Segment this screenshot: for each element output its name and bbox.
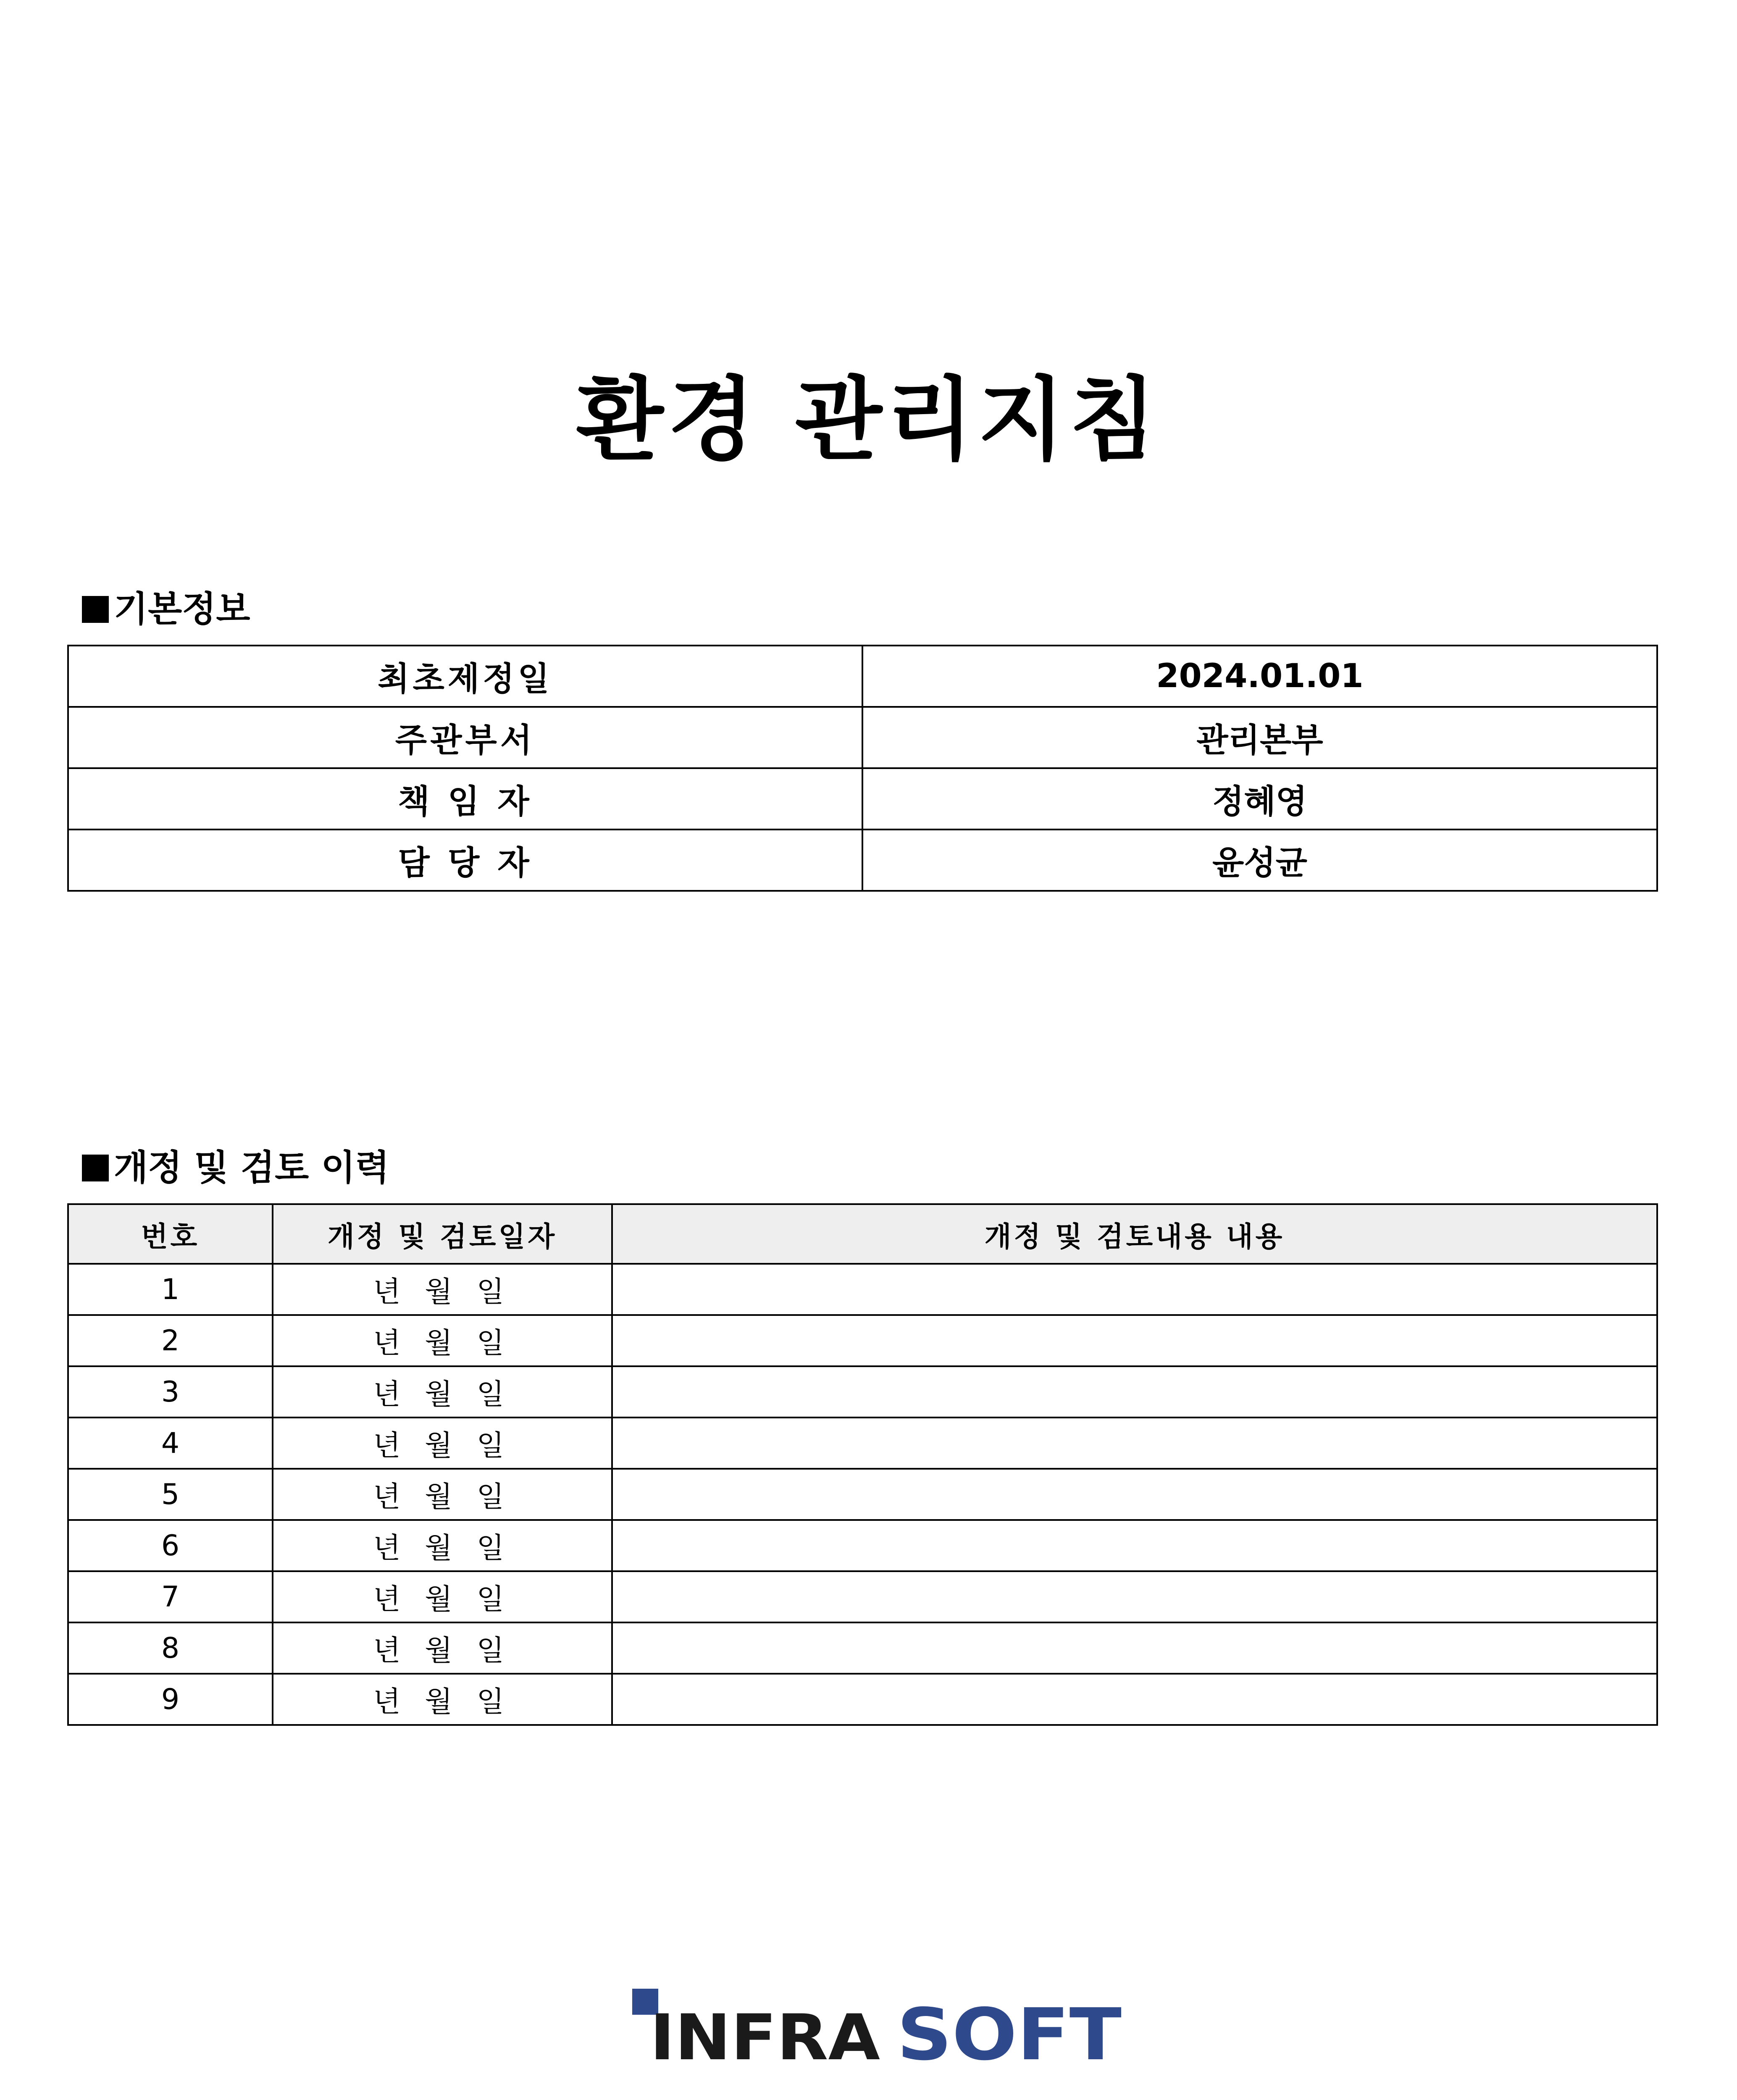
revision-number: 9	[68, 1674, 273, 1725]
table-header-row	[68, 1204, 1657, 1264]
table-row	[68, 830, 1657, 891]
info-value: 관리본부	[862, 707, 1657, 768]
revision-content	[612, 1571, 1657, 1622]
revision-history-table	[67, 1203, 1658, 1726]
revision-number: 2	[68, 1315, 273, 1366]
table-row	[68, 1469, 1657, 1520]
table-row	[68, 1674, 1657, 1725]
revision-content	[612, 1622, 1657, 1674]
revision-history-heading-label: 개정 및 검토 이력	[114, 1147, 389, 1188]
revision-number: 7	[68, 1571, 273, 1622]
revision-date: 년 월 일	[273, 1418, 612, 1469]
revision-content	[612, 1264, 1657, 1315]
column-header-date: 개정 및 검토일자	[273, 1204, 612, 1264]
info-value: 윤성균	[862, 830, 1657, 891]
revision-date: 년 월 일	[273, 1366, 612, 1418]
revision-number: 6	[68, 1520, 273, 1571]
table-row	[68, 1264, 1657, 1315]
revision-date: 년 월 일	[273, 1674, 612, 1725]
basic-info-table	[67, 645, 1658, 892]
column-header-number: 번호	[68, 1204, 273, 1264]
info-value: 2024.01.01	[862, 646, 1657, 707]
table-row	[68, 768, 1657, 830]
info-label: 책 임 자	[68, 768, 862, 830]
table-row	[68, 1315, 1657, 1366]
revision-date: 년 월 일	[273, 1469, 612, 1520]
basic-info-heading	[82, 588, 250, 630]
table-row	[68, 707, 1657, 768]
revision-number: 4	[68, 1418, 273, 1469]
info-value: 정혜영	[862, 768, 1657, 830]
revision-content	[612, 1520, 1657, 1571]
revision-content	[612, 1315, 1657, 1366]
info-label: 담 당 자	[68, 830, 862, 891]
revision-number: 8	[68, 1622, 273, 1674]
revision-content	[612, 1418, 1657, 1469]
basic-info-heading-label: 기본정보	[114, 588, 250, 630]
revision-content	[612, 1366, 1657, 1418]
revision-history-heading	[82, 1147, 389, 1189]
revision-number: 5	[68, 1469, 273, 1520]
square-bullet-icon	[82, 596, 109, 623]
revision-date: 년 월 일	[273, 1571, 612, 1622]
infrasoft-logo	[628, 1984, 1128, 2068]
logo-text-soft: SOFT	[897, 1993, 1122, 2068]
revision-content	[612, 1674, 1657, 1725]
revision-content	[612, 1469, 1657, 1520]
table-row	[68, 1622, 1657, 1674]
info-label: 최초제정일	[68, 646, 862, 707]
table-row	[68, 1520, 1657, 1571]
revision-date: 년 월 일	[273, 1315, 612, 1366]
table-row	[68, 646, 1657, 707]
revision-date: 년 월 일	[273, 1520, 612, 1571]
table-row	[68, 1418, 1657, 1469]
revision-number: 3	[68, 1366, 273, 1418]
column-header-content: 개정 및 검토내용 내용	[612, 1204, 1657, 1264]
table-row	[68, 1571, 1657, 1622]
revision-date: 년 월 일	[273, 1622, 612, 1674]
square-bullet-icon	[82, 1155, 109, 1181]
table-row	[68, 1366, 1657, 1418]
logo-text-infra: INFRA	[650, 2001, 880, 2068]
revision-date: 년 월 일	[273, 1264, 612, 1315]
document-title: 환경 관리지침	[576, 367, 1161, 472]
revision-number: 1	[68, 1264, 273, 1315]
info-label: 주관부서	[68, 707, 862, 768]
